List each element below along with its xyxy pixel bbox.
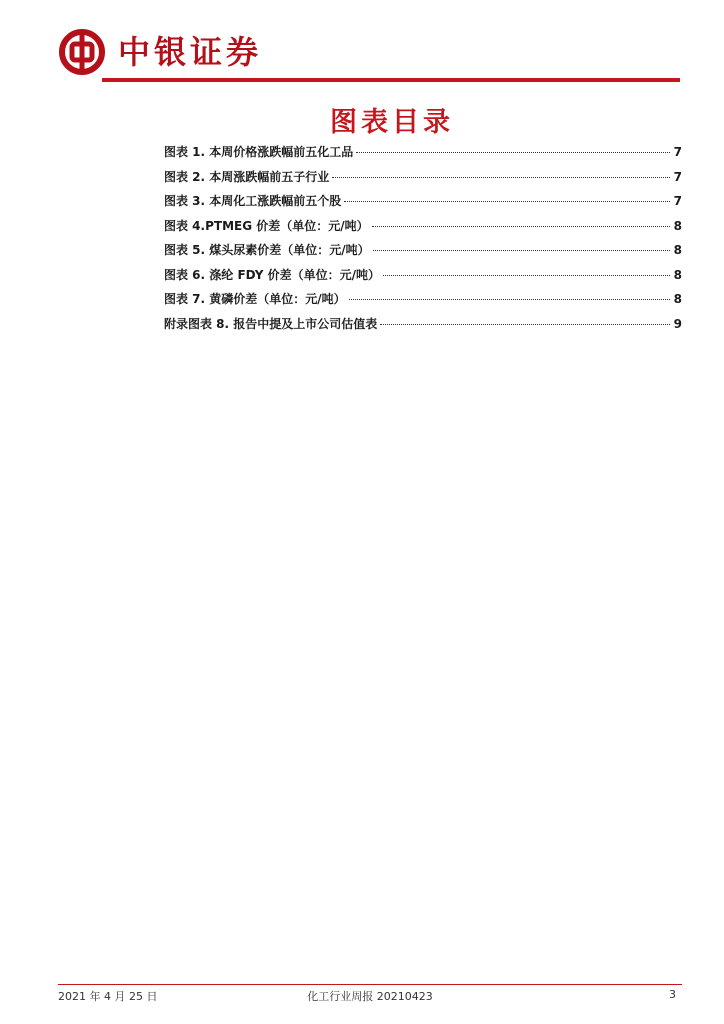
brand-logo [58,28,262,76]
toc-entry-page: 7 [673,145,682,159]
toc-dot-leader [332,177,670,178]
page-title: 图表目录 [330,107,454,138]
toc-entry-title: 图表 4.PTMEG 价差（单位：元/吨） [164,218,369,233]
toc-entry-page: 8 [673,292,682,306]
footer-divider [58,984,682,985]
toc-dot-leader [380,324,670,325]
table-of-figures [164,143,682,339]
toc-entry[interactable] [164,266,682,291]
header-divider [102,78,680,82]
toc-dot-leader [383,275,670,276]
brand-name: 中银证券 [118,33,263,71]
toc-entry-page: 7 [673,169,682,184]
bank-of-china-logo-icon [58,28,106,76]
toc-entry-title: 图表 1. 本周价格涨跌幅前五化工品 [164,145,354,159]
toc-entry-page: 7 [673,194,682,208]
toc-dot-leader [344,201,670,202]
toc-entry[interactable] [164,168,682,193]
toc-entry[interactable] [164,192,682,217]
toc-entry-title: 图表 2. 本周涨跌幅前五子行业 [164,169,330,184]
toc-entry-title: 图表 7. 黄磷价差（单位：元/吨） [164,292,346,306]
toc-entry[interactable] [164,290,682,315]
toc-entry[interactable] [164,143,682,168]
toc-entry[interactable] [164,315,682,340]
toc-dot-leader [356,152,670,153]
footer-page-number: 3 [669,988,676,1001]
toc-entry[interactable] [164,217,682,242]
toc-dot-leader [373,250,670,251]
toc-entry[interactable] [164,241,682,266]
toc-entry-page: 8 [673,243,682,257]
toc-entry-title: 图表 3. 本周化工涨跌幅前五个股 [164,194,342,208]
footer-date: 2021 年 4 月 25 日 [58,990,158,1003]
toc-entry-title: 图表 6. 涤纶 FDY 价差（单位：元/吨） [164,267,380,282]
page-header [58,28,680,84]
toc-entry-page: 9 [673,316,682,331]
toc-entry-page: 8 [673,267,682,282]
toc-entry-page: 8 [673,218,682,233]
toc-dot-leader [372,226,670,227]
toc-entry-title: 图表 5. 煤头尿素价差（单位：元/吨） [164,243,370,257]
footer-report-title: 化工行业周报 20210423 [307,990,433,1003]
toc-dot-leader [349,299,670,300]
toc-entry-title: 附录图表 8. 报告中提及上市公司估值表 [164,316,378,331]
